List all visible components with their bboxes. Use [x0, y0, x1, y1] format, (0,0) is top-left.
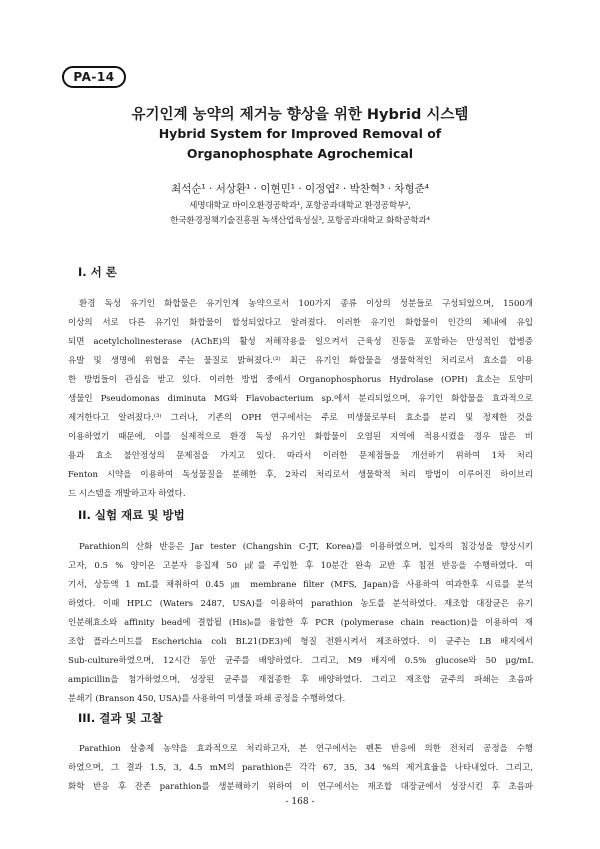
text-line: 하였으며, 그 결과 1.5, 3, 4.5 mM의 parathion은 각각 67, 35, 34 %의 제거효율을 나타내었다. 그리고,	[68, 763, 533, 773]
text-line: ampicillin을 첨가하였으며, 성장된 균주를 재접종한 후 배양하였다. 그리고 재조합 균주의 파쇄는 초음파	[68, 675, 533, 685]
text-line: 기서, 상등액 1 mL를 채취하여 0.45 ㎛ membrane filter (MFS, Japan)을 사용하여 여과한후 시료를 분석	[68, 580, 533, 590]
section-heading-methods: II. 실험 재료 및 방법	[78, 508, 185, 522]
text-line: 화학 반응 후 잔존 parathion를 생분해하기 위하여 이 연구에서는 재조합 대장균에서 성장시킨 후 초음파	[68, 782, 533, 792]
text-line: 인분해효소와 affinity bead에 결합될 (His)₆를 융합한 후 PCR (polymerase chain reaction)을 이용하여 재	[68, 618, 533, 628]
section-body-methods	[68, 538, 533, 709]
affiliation-line: 한국환경정책기술진흥원 녹색산업육성실³, 포항공과대학교 화학공학과⁴	[170, 216, 430, 226]
text-line: 이상의 서로 다른 유기인 화합물이 합성되었다고 알려졌다. 이러한 유기인 화합물이 인간의 체내에 유입	[68, 318, 533, 328]
text-line: 조합 플라스미드를 Escherichia coli BL21(DE3)에 형질 전환시켜서 제조하였다. 이 균주는 LB 배지에서	[68, 637, 533, 647]
english-title	[60, 124, 540, 164]
text-line: Parathion 살충제 농약을 효과적으로 처리하고자, 본 연구에서는 펜톤 반응에 의한 전처리 공정을 수행	[79, 744, 533, 754]
text-line: 한 방법들이 관심을 받고 있다. 이러한 방법 중에서 Organophosphorus Hydrolase (OPH) 효소는 토양미	[68, 375, 533, 385]
affiliation-line: 세명대학교 바이오환경공학과¹, 포항공과대학교 환경공학부²,	[189, 201, 411, 211]
text-line: 생물인 Pseudomonas diminuta MG와 Flavobacterium sp.에서 분리되었으며, 유기인 화합물을 효과적으로	[68, 394, 533, 404]
text-line: Sub-culture하였으며, 12시간 동안 균주를 배양하였다. 그리고, M9 배지에 0.5% glucose와 50 μg/mL	[68, 656, 533, 666]
section-heading-results: III. 결과 및 고찰	[78, 711, 163, 725]
section-heading-introduction: I. 서 론	[78, 265, 117, 279]
text-line: 고자, 0.5 % 양이온 고분자 응집제 50 ㎕를 주입한 후 10분간 완속 교반 후 침전 반응을 수행하였다. 여	[68, 561, 533, 571]
abstract-code-badge: PA-14	[62, 66, 126, 88]
text-line: 되면 acetylcholinesterase (AChE)의 활성 저해작용을 일으켜서 근육성 진동을 포함하는 만성적인 합병증	[68, 337, 533, 347]
page-number: - 168 -	[285, 797, 315, 807]
text-line: 하였다. 이때 HPLC (Waters 2487, USA)를 이용하여 parathion 농도를 분석하였다. 재조합 대장균은 유기	[68, 599, 533, 609]
english-title-line: Organophosphate Agrochemical	[186, 146, 414, 161]
korean-title: 유기인계 농약의 제거능 향상을 위한 Hybrid 시스템	[131, 107, 469, 123]
author-list: 최석순¹ · 서상환¹ · 이현민¹ · 이정엽² · 박찬혁³ · 차형준⁴	[171, 183, 429, 195]
text-line: Parathion의 산화 반응은 Jar tester (Changshin C-JT, Korea)를 이용하였으며, 입자의 침강성을 향상시키	[79, 542, 533, 552]
text-line: Fenton 시약을 이용하여 독성물질을 분해한 후, 2차리 처리로서 생물학적 처리 방법이 이루어진 하이브리	[68, 470, 533, 480]
text-line: 제거한다고 알려졌다.⁽³⁾ 그러나, 기존의 OPH 연구에서는 주로 미생물로부터 효소를 분리 및 정제한 것을	[68, 413, 533, 423]
text-line: 이용하였기 때문에, 이를 실제적으로 환경 독성 유기인 화합물이 오염된 지역에 적용시켰을 경우 많은 비	[68, 432, 533, 442]
text-line: 분쇄기 (Branson 450, USA)를 사용하여 미생물 파쇄 공정을 수행하였다.	[68, 694, 346, 704]
english-title-line: Hybrid System for Improved Removal of	[158, 126, 442, 141]
text-line: 용과 효소 불안정성의 문제점을 가지고 있다. 따라서 이러한 문제점들을 개선하기 위하여 1차 처리	[68, 451, 533, 461]
text-line: 드 시스템을 개발하고자 하였다.	[68, 489, 186, 499]
text-line: 유발 및 생명에 위협을 주는 물질로 밝혀졌다.⁽²⁾ 최근 유기인 화합물을 생물학적인 처리로서 효소를 이용	[68, 356, 533, 366]
text-line: 환경 독성 유기인 화합물은 유기인계 농약으로서 100가지 종류 이상의 성분들로 구성되었으며, 1500개	[79, 299, 533, 309]
section-body-results	[68, 740, 533, 797]
section-body-introduction	[68, 295, 533, 504]
